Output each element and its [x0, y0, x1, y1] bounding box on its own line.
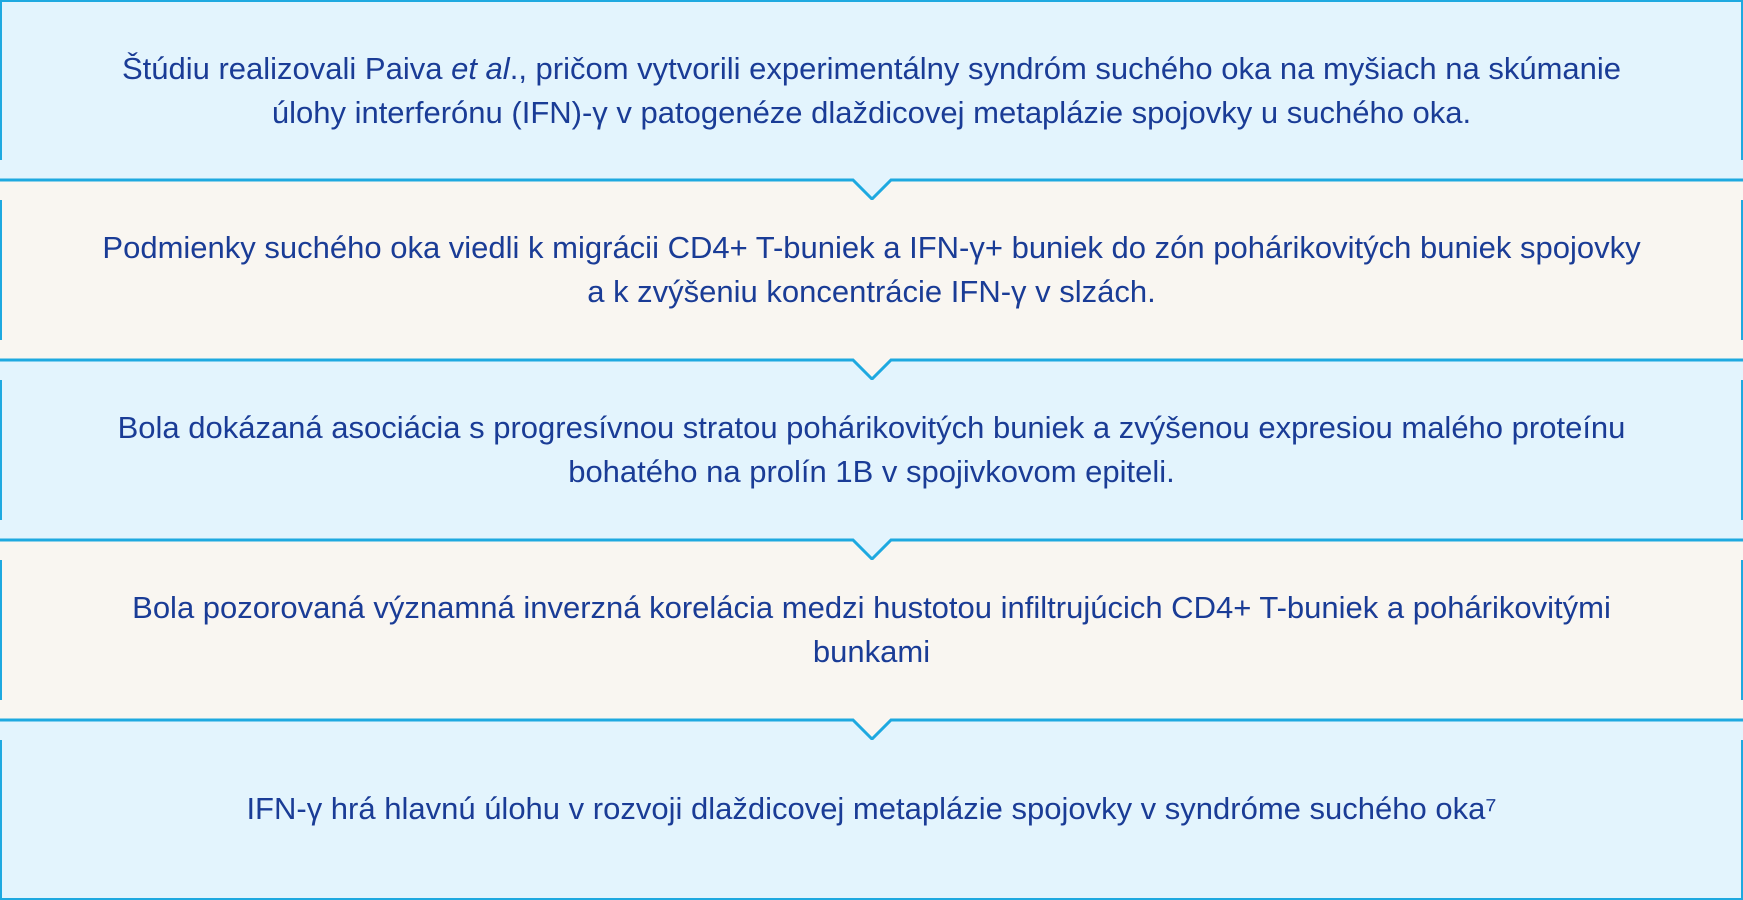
- flow-step-5: [0, 720, 1743, 900]
- flow-step-3: [0, 360, 1743, 540]
- flow-step-2-text: Podmienky suchého oka viedli k migrácii CD4+ T-buniek a IFN-γ+ buniek do zón pohárikovitých buniek spojovky a k zvýšeniu koncentrácie IFN-γ v slzách.: [102, 230, 1641, 309]
- flow-step-2: [0, 180, 1743, 360]
- flow-step-1-text: [92, 47, 1651, 135]
- flow-step-1-text-end: ., pričom vytvorili experimentálny syndróm suchého oka na myšiach na skúmanie úlohy interferónu (IFN)-γ v patogenéze dlaždicovej metaplázie spojovky u suchého oka.: [271, 51, 1622, 130]
- flow-step-3-text: Bola dokázaná asociácia s progresívnou stratou pohárikovitých buniek a zvýšenou expresiou malého proteínu bohatého na prolín 1B v spojivkovom epiteli.: [117, 410, 1626, 489]
- flow-step-4-text: Bola pozorovaná významná inverzná korelácia medzi hustotou infiltrujúcich CD4+ T-buniek a pohárikovitými bunkami: [132, 590, 1611, 669]
- flow-step-5-text: IFN-γ hrá hlavnú úlohu v rozvoji dlaždicovej metaplázie spojovky v syndróme suchého oka⁷: [246, 791, 1497, 826]
- flow-step-1-text-start: Štúdiu realizovali Paiva: [121, 51, 452, 86]
- flow-step-4: [0, 540, 1743, 720]
- flow-step-1-text-italic: et al: [451, 51, 510, 86]
- flow-step-1: [0, 0, 1743, 180]
